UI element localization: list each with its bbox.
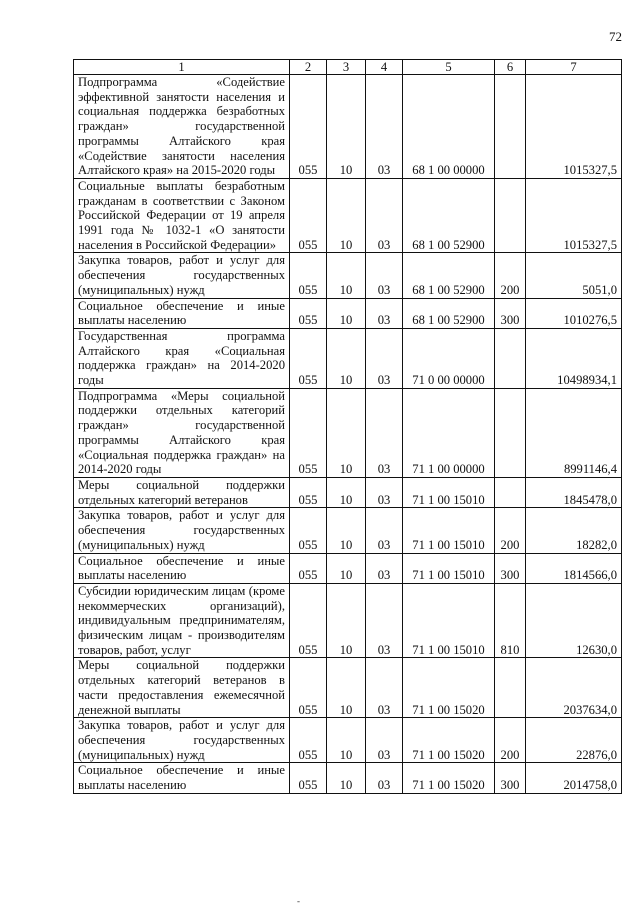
cell-target-article: 71 1 00 00000	[403, 388, 495, 477]
row-name: Социальные выплаты безработным гражданам в соответствии с Законом Российской Федерации от 19 апреля 1991 года № 1032-1 «О занятости населения в Российской Федерации»	[74, 178, 290, 253]
cell-subsection: 03	[366, 583, 403, 658]
cell-ministry: 055	[290, 298, 327, 328]
cell-amount: 1015327,5	[526, 178, 622, 253]
table-row	[74, 178, 622, 253]
table-row	[74, 253, 622, 298]
cell-target-article: 71 0 00 00000	[403, 328, 495, 388]
cell-subsection: 03	[366, 763, 403, 793]
cell-subsection: 03	[366, 298, 403, 328]
cell-section: 10	[327, 658, 366, 718]
column-header: 5	[403, 60, 495, 75]
cell-target-article: 71 1 00 15010	[403, 477, 495, 507]
table-row	[74, 658, 622, 718]
cell-target-article: 71 1 00 15020	[403, 718, 495, 763]
cell-expense-type	[495, 477, 526, 507]
cell-expense-type: 810	[495, 583, 526, 658]
cell-target-article: 71 1 00 15010	[403, 508, 495, 553]
column-header: 2	[290, 60, 327, 75]
row-name: Подпрограмма «Содействие эффективной занятости населения и социальная поддержка безработных граждан» государственной программы Алтайского края «Содействие занятости населения Алтайского края» на 2015-2020 годы	[74, 75, 290, 179]
cell-amount: 1814566,0	[526, 553, 622, 583]
row-name: Закупка товаров, работ и услуг для обеспечения государственных (муниципальных) нужд	[74, 253, 290, 298]
cell-subsection: 03	[366, 388, 403, 477]
column-header: 6	[495, 60, 526, 75]
cell-expense-type	[495, 658, 526, 718]
cell-expense-type: 300	[495, 553, 526, 583]
cell-expense-type: 300	[495, 763, 526, 793]
cell-target-article: 71 1 00 15020	[403, 658, 495, 718]
cell-target-article: 71 1 00 15010	[403, 553, 495, 583]
cell-ministry: 055	[290, 178, 327, 253]
cell-expense-type: 200	[495, 253, 526, 298]
cell-ministry: 055	[290, 658, 327, 718]
cell-expense-type: 200	[495, 718, 526, 763]
cell-ministry: 055	[290, 477, 327, 507]
cell-target-article: 68 1 00 00000	[403, 75, 495, 179]
row-name: Закупка товаров, работ и услуг для обеспечения государственных (муниципальных) нужд	[74, 718, 290, 763]
table-row	[74, 75, 622, 179]
column-header: 7	[526, 60, 622, 75]
cell-ministry: 055	[290, 763, 327, 793]
cell-section: 10	[327, 718, 366, 763]
cell-ministry: 055	[290, 718, 327, 763]
row-name: Подпрограмма «Меры социальной поддержки отдельных категорий граждан» государственной программы Алтайского края «Социальная поддержка граждан» на 2014-2020 годы	[74, 388, 290, 477]
cell-amount: 18282,0	[526, 508, 622, 553]
cell-expense-type	[495, 178, 526, 253]
cell-expense-type	[495, 388, 526, 477]
cell-target-article: 68 1 00 52900	[403, 178, 495, 253]
cell-ministry: 055	[290, 75, 327, 179]
cell-amount: 12630,0	[526, 583, 622, 658]
cell-subsection: 03	[366, 253, 403, 298]
column-header: 4	[366, 60, 403, 75]
footer-mark: -	[297, 896, 300, 906]
cell-ministry: 055	[290, 583, 327, 658]
row-name: Социальное обеспечение и иные выплаты населению	[74, 763, 290, 793]
page-number: 72	[609, 29, 622, 44]
table-row	[74, 477, 622, 507]
cell-expense-type: 300	[495, 298, 526, 328]
cell-amount: 8991146,4	[526, 388, 622, 477]
table-row	[74, 298, 622, 328]
cell-section: 10	[327, 388, 366, 477]
cell-target-article: 71 1 00 15020	[403, 763, 495, 793]
table-row	[74, 328, 622, 388]
cell-amount: 2037634,0	[526, 658, 622, 718]
cell-ministry: 055	[290, 388, 327, 477]
table-row	[74, 583, 622, 658]
cell-amount: 1015327,5	[526, 75, 622, 179]
row-name: Социальное обеспечение и иные выплаты населению	[74, 298, 290, 328]
cell-section: 10	[327, 75, 366, 179]
cell-subsection: 03	[366, 477, 403, 507]
cell-subsection: 03	[366, 553, 403, 583]
cell-section: 10	[327, 298, 366, 328]
cell-subsection: 03	[366, 75, 403, 179]
cell-expense-type	[495, 328, 526, 388]
row-name: Субсидии юридическим лицам (кроме некоммерческих организаций), индивидуальным предпринимателям, физическим лицам - производителям товаров, работ, услуг	[74, 583, 290, 658]
cell-section: 10	[327, 763, 366, 793]
cell-target-article: 68 1 00 52900	[403, 298, 495, 328]
table-row	[74, 388, 622, 477]
cell-subsection: 03	[366, 328, 403, 388]
cell-section: 10	[327, 477, 366, 507]
row-name: Меры социальной поддержки отдельных категорий ветеранов в части предоставления ежемесячной денежной выплаты	[74, 658, 290, 718]
table-row	[74, 553, 622, 583]
cell-ministry: 055	[290, 553, 327, 583]
cell-section: 10	[327, 253, 366, 298]
cell-ministry: 055	[290, 508, 327, 553]
cell-ministry: 055	[290, 253, 327, 298]
cell-amount: 2014758,0	[526, 763, 622, 793]
cell-section: 10	[327, 583, 366, 658]
row-name: Государственная программа Алтайского края «Социальная поддержка граждан» на 2014-2020 годы	[74, 328, 290, 388]
cell-amount: 5051,0	[526, 253, 622, 298]
cell-target-article: 68 1 00 52900	[403, 253, 495, 298]
cell-subsection: 03	[366, 508, 403, 553]
cell-target-article: 71 1 00 15010	[403, 583, 495, 658]
column-header: 1	[74, 60, 290, 75]
cell-section: 10	[327, 553, 366, 583]
table-header-row	[74, 60, 622, 75]
cell-section: 10	[327, 178, 366, 253]
cell-amount: 1010276,5	[526, 298, 622, 328]
cell-subsection: 03	[366, 718, 403, 763]
cell-section: 10	[327, 508, 366, 553]
cell-amount: 10498934,1	[526, 328, 622, 388]
column-header: 3	[327, 60, 366, 75]
cell-subsection: 03	[366, 658, 403, 718]
table-row	[74, 508, 622, 553]
row-name: Закупка товаров, работ и услуг для обеспечения государственных (муниципальных) нужд	[74, 508, 290, 553]
budget-table	[73, 59, 622, 794]
table-row	[74, 718, 622, 763]
cell-subsection: 03	[366, 178, 403, 253]
cell-section: 10	[327, 328, 366, 388]
cell-expense-type	[495, 75, 526, 179]
cell-ministry: 055	[290, 328, 327, 388]
row-name: Социальное обеспечение и иные выплаты населению	[74, 553, 290, 583]
table-row	[74, 763, 622, 793]
row-name: Меры социальной поддержки отдельных категорий ветеранов	[74, 477, 290, 507]
cell-expense-type: 200	[495, 508, 526, 553]
cell-amount: 22876,0	[526, 718, 622, 763]
cell-amount: 1845478,0	[526, 477, 622, 507]
